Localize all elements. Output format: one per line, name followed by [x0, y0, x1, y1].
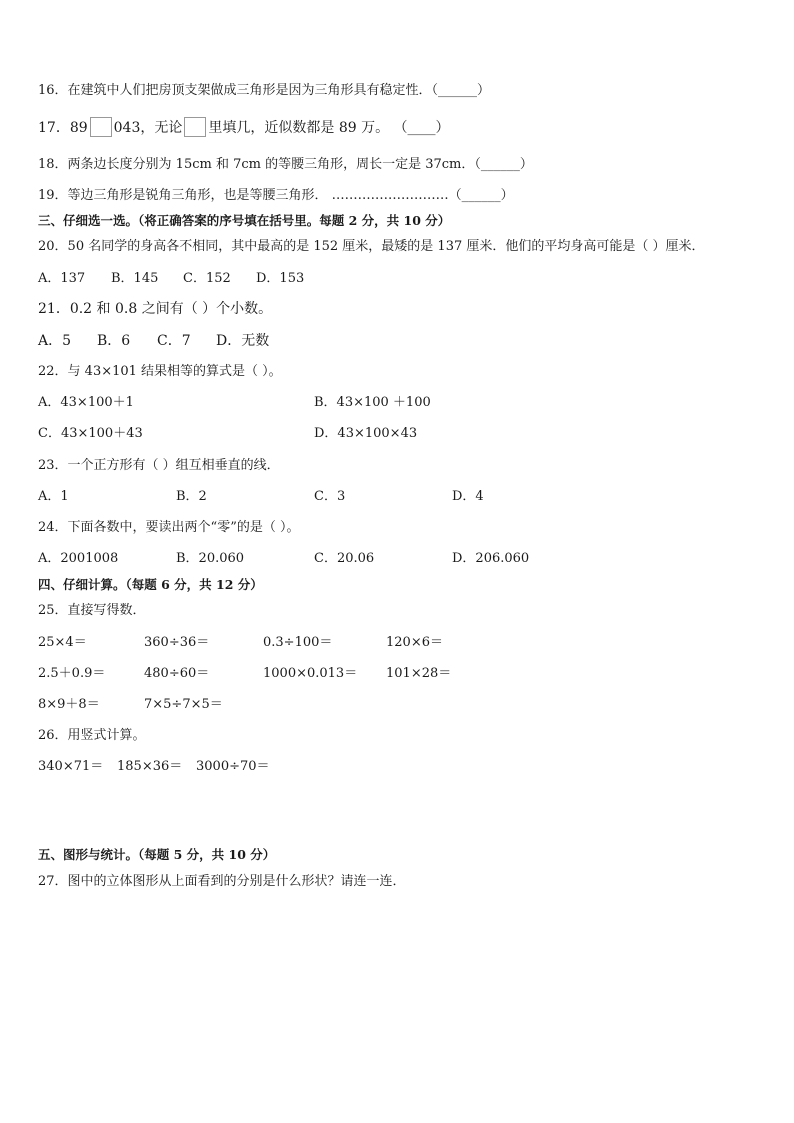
question-26: 26．用竖式计算。	[38, 728, 146, 743]
option-d[interactable]: D．206.060	[452, 551, 530, 566]
calc-item: 7×5÷7×5＝	[144, 697, 223, 712]
question-18: 18．两条边长度分别为 15cm 和 7cm 的等腰三角形，周长一定是 37cm．（______）	[38, 157, 533, 172]
question-19: 19．等边三角形是锐角三角形，也是等腰三角形． ………………………（______）	[38, 188, 514, 203]
section-3-heading: 三、仔细选一选。（将正确答案的序号填在括号里。每题 2 分，共 10 分）	[38, 213, 451, 228]
question-27: 27．图中的立体图形从上面看到的分别是什么形状？请连一连．	[38, 874, 406, 889]
calc-item: 25×4＝	[38, 635, 87, 650]
option-a[interactable]: A．137	[38, 271, 86, 286]
option-d[interactable]: D．43×100×43	[314, 426, 418, 441]
option-d[interactable]: D．无数	[216, 333, 270, 349]
option-b[interactable]: B．2	[176, 489, 207, 504]
question-17-part-b: 043，无论	[113, 120, 183, 136]
question-24: 24．下面各数中，要读出两个“零”的是（ ）。	[38, 520, 300, 535]
question-21: 21．0.2 和 0.8 之间有（ ）个小数。	[38, 301, 273, 317]
option-c[interactable]: C．43×100＋43	[38, 426, 143, 441]
calc-item: 480÷60＝	[144, 666, 210, 681]
option-b[interactable]: B．145	[111, 271, 159, 286]
option-c[interactable]: C．152	[183, 271, 231, 286]
question-22: 22．与 43×101 结果相等的算式是（ ）。	[38, 364, 282, 379]
option-c[interactable]: C．3	[314, 489, 346, 504]
question-17-part-c: 里填几，近似数都是 89 万。 （____）	[208, 120, 450, 136]
calc-item: 1000×0.013＝	[263, 666, 358, 681]
option-c[interactable]: C．20.06	[314, 551, 375, 566]
option-a[interactable]: A．2001008	[38, 551, 119, 566]
calc-item: 2.5＋0.9＝	[38, 666, 106, 681]
section-4-heading: 四、仔细计算。（每题 6 分，共 12 分）	[38, 577, 263, 592]
option-b[interactable]: B．43×100 ＋100	[314, 395, 431, 410]
question-23: 23．一个正方形有（ ）组互相垂直的线．	[38, 458, 280, 473]
calc-item: 360÷36＝	[144, 635, 210, 650]
calc-item: 185×36＝	[117, 759, 183, 774]
option-a[interactable]: A．43×100＋1	[38, 395, 134, 410]
option-d[interactable]: D．4	[452, 489, 484, 504]
question-20: 20．50 名同学的身高各不相同，其中最高的是 152 厘米，最矮的是 137 厘米．他们的平均身高可能是（ ）厘米．	[38, 239, 705, 254]
question-16: 16．在建筑中人们把房顶支架做成三角形是因为三角形具有稳定性．（______）	[38, 83, 491, 98]
section-5-heading: 五、图形与统计。（每题 5 分，共 10 分）	[38, 847, 276, 862]
blank-box[interactable]	[90, 117, 112, 137]
option-a[interactable]: A．1	[38, 489, 69, 504]
option-b[interactable]: B．20.060	[176, 551, 245, 566]
question-17	[38, 117, 450, 137]
calc-item: 8×9＋8＝	[38, 697, 100, 712]
option-c[interactable]: C．7	[157, 333, 191, 349]
option-b[interactable]: B．6	[97, 333, 131, 349]
question-17-part-a: 17．89	[38, 120, 88, 136]
question-25: 25．直接写得数．	[38, 603, 146, 618]
option-a[interactable]: A．5	[38, 333, 72, 349]
option-d[interactable]: D．153	[256, 271, 305, 286]
calc-item: 0.3÷100＝	[263, 635, 333, 650]
calc-item: 340×71＝	[38, 759, 104, 774]
calc-item: 120×6＝	[386, 635, 443, 650]
calc-item: 3000÷70＝	[196, 759, 270, 774]
blank-box[interactable]	[184, 117, 206, 137]
calc-item: 101×28＝	[386, 666, 452, 681]
